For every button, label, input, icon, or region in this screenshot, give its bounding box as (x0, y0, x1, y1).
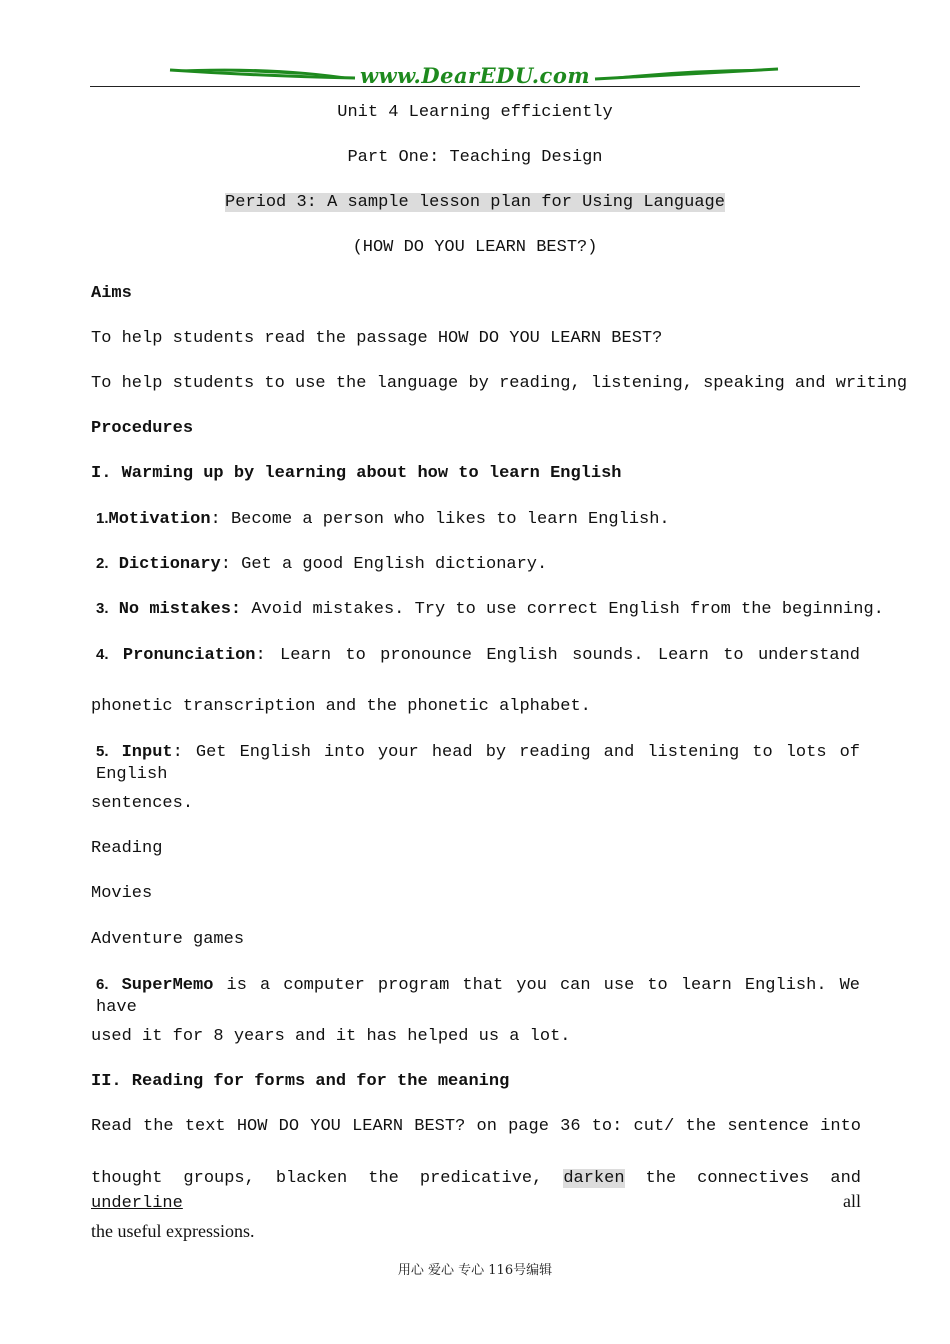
period-title-text: Period 3: A sample lesson plan for Using Language (225, 193, 725, 212)
list-item-dictionary (96, 553, 866, 576)
page-footer: 用心 爱心 专心 116号编辑 (397, 1263, 553, 1278)
item-number: 1. (96, 510, 109, 527)
item-number: 4. (96, 646, 109, 663)
section-heading-warming-up: I. Warming up by learning about how to learn English (91, 464, 622, 483)
aims-heading: Aims (91, 284, 132, 303)
sub-item: Movies (91, 884, 153, 903)
item-number: 6. (96, 976, 109, 993)
item-number: 3. (96, 600, 109, 617)
list-item-motivation (96, 508, 866, 531)
sub-item: Adventure games (91, 930, 245, 949)
item-text: : Get English into your head by reading and listening to lots of English (96, 743, 861, 784)
list-item-continuation: used it for 8 years and it has helped us a lot. (91, 1027, 571, 1046)
text-run: the connectives and (624, 1169, 861, 1188)
list-item-pronunciation (96, 644, 860, 667)
text-run: thought groups, blacken the predicative, (91, 1169, 564, 1188)
item-term: Pronunciation (122, 646, 256, 665)
part-title: Part One: Teaching Design (347, 148, 603, 167)
item-text: : Learn to pronounce English sounds. Learn to understand (255, 646, 861, 665)
aim-item: To help students to use the language by reading, listening, speaking and writing (91, 374, 908, 393)
sub-item: Reading (91, 839, 163, 858)
reading-instruction-end: the useful expressions. (91, 1221, 255, 1241)
item-text: : Get a good English dictionary. (220, 555, 548, 574)
list-item-no-mistakes (96, 598, 884, 621)
underlined-word: underline (91, 1194, 183, 1213)
procedures-heading: Procedures (91, 419, 194, 438)
highlighted-word: darken (563, 1169, 625, 1188)
lesson-subtitle: (HOW DO YOU LEARN BEST?) (352, 238, 598, 257)
item-number: 5. (96, 743, 109, 760)
item-term: SuperMemo (121, 976, 214, 995)
item-text: Avoid mistakes. Try to use correct English from the beginning. (241, 600, 884, 619)
list-item-supermemo (96, 974, 860, 1019)
text-run: all (182, 1191, 861, 1211)
section-heading-reading: II. Reading for forms and for the meaning (91, 1072, 510, 1091)
header-rule (90, 86, 860, 87)
item-number: 2. (96, 555, 109, 572)
item-text: : Become a person who likes to learn English. (210, 510, 670, 529)
item-term: No mistakes: (118, 600, 242, 619)
site-logo-text: www.DearEDU.com (359, 63, 591, 88)
item-term: Dictionary (118, 555, 221, 574)
list-item-input (96, 741, 860, 786)
list-item-continuation: phonetic transcription and the phonetic alphabet. (91, 697, 591, 716)
reading-instruction: Read the text HOW DO YOU LEARN BEST? on page 36 to: cut/ the sentence into (91, 1117, 861, 1136)
aim-item: To help students read the passage HOW DO YOU LEARN BEST? (91, 329, 663, 348)
reading-instruction-continued (91, 1168, 861, 1215)
unit-title: Unit 4 Learning efficiently (337, 103, 613, 122)
item-text: is a computer program that you can use to learn English. We have (96, 976, 860, 1017)
list-item-continuation: sentences. (91, 794, 194, 813)
item-term: Input (121, 743, 173, 762)
period-title (90, 192, 860, 214)
item-term: Motivation (108, 510, 211, 529)
